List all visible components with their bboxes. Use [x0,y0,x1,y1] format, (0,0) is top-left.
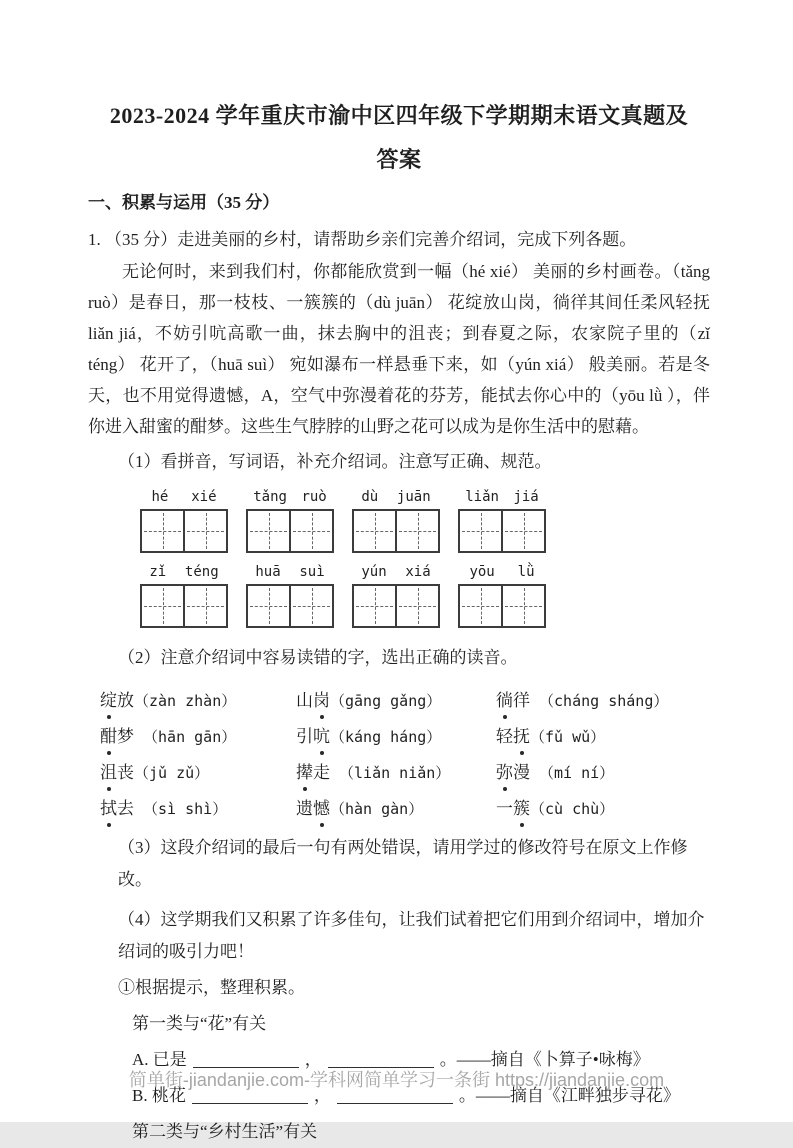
word-writing-group [458,563,546,628]
part4-label: （4）这学期我们又积累了许多佳句，让我们试着把它们用到介绍词中，增加介绍词的吸引力吧！ [118,910,705,961]
part2-label: （2）注意介绍词中容易读错的字，选出正确的读音。 [118,648,518,667]
character: 引 [296,727,313,746]
dotted-character: 弥 [496,760,513,785]
word-with-dotted-char [296,763,330,782]
writing-grid-cell [395,586,438,626]
question-1-intro: 1. （35 分）走进美丽的乡村，请帮助乡亲们完善介绍词，完成下列各题。 [88,230,637,249]
pinyin-syllable: dù [361,489,379,505]
part3-label: （3）这段介绍词的最后一句有两处错误，请用学过的修改符号在原文上作修改。 [118,838,688,889]
word-writing-group [458,488,546,553]
pinyin-label [458,563,546,581]
pronunciation-word-item [296,760,496,786]
pinyin-syllable: yún [361,564,387,580]
pinyin-grid-row [140,488,710,553]
document-title [88,94,710,182]
writing-grid-cell [248,511,289,551]
writing-grid-cell [460,586,501,626]
character: 遗 [296,799,313,818]
word-with-dotted-char [496,763,530,782]
pinyin-syllable: jiá [513,489,539,505]
pinyin-syllable: ruò [301,489,327,505]
pinyin-reading-options: （liǎn niǎn） [330,764,451,782]
word-writing-group [352,563,440,628]
writing-grid-cell [501,511,544,551]
pinyin-reading-options: （sì shì） [134,800,228,818]
character-writing-box [352,509,440,553]
dotted-character: 沮 [100,760,117,785]
pronunciation-word-item [496,760,710,786]
word-writing-group [246,488,334,553]
writing-grid-cell [142,511,183,551]
dotted-character: 岗 [313,688,330,713]
dotted-character: 吭 [313,724,330,749]
category-1-label: 第一类与“花”有关 [132,1014,267,1033]
character: 山 [296,691,313,710]
pinyin-label [140,488,228,506]
word-with-dotted-char [296,799,330,818]
pronunciation-word-item [496,796,710,822]
dotted-character: 徜 [496,688,513,713]
pinyin-label [352,488,440,506]
pinyin-reading-options: （cháng sháng） [530,692,669,710]
pinyin-syllable: huā [255,564,281,580]
writing-grid-cell [354,511,395,551]
pinyin-syllable: hé [151,489,169,505]
writing-grid-cell [289,586,332,626]
dotted-character: 撵 [296,760,313,785]
pinyin-label [352,563,440,581]
word-with-dotted-char [496,727,530,746]
word-writing-group [352,488,440,553]
word-with-dotted-char [100,727,134,746]
writing-grid-cell [395,511,438,551]
pronunciation-word-item [100,724,296,750]
pronunciation-word-item [100,760,296,786]
word-with-dotted-char [296,727,330,746]
character-writing-box [246,584,334,628]
character: 徉 [513,691,530,710]
character: 轻 [496,727,513,746]
pinyin-syllable: tǎng [253,489,287,505]
word-with-dotted-char [496,691,530,710]
pinyin-label [246,488,334,506]
pinyin-syllable: juān [396,489,431,505]
word-with-dotted-char [100,763,134,782]
writing-grid-cell [460,511,501,551]
site-watermark: 简单街-jiandanjie.com-学科网简单学习一条街 https://jiandanjie.com [128,1070,665,1090]
pinyin-syllable: lǜ [517,564,535,580]
writing-grid-cell [289,511,332,551]
category-2-label: 第二类与“乡村生活”有关 [132,1122,318,1141]
dotted-character: 抚 [513,724,530,749]
part1-label: （1）看拼音，写词语，补充介绍词。注意写正确、规范。 [118,452,552,471]
passage-text: 无论何时，来到我们村，你都能欣赏到一幅（hé xié） 美丽的乡村画卷。（tǎng ruò）是春日，那一枝枝、一簇簇的（dù juān） 花绽放山岗，徜徉其间任柔风轻抚 liǎn jiá，不妨引吭高歌一曲，抹去胸中的沮丧；到春夏之际，农家院子里的（zǐ téng） 花开了，（huā suì） 宛如瀑布一样悬垂下来，如（yún xiá） 般美丽。若是冬天，也不用觉得遗憾，A，空气中弥漫着花的芬芳，能拭去你心中的（yōu lǜ ），伴你进入甜蜜的酣梦。这些生气脖脖的山野之花可以成为是你生活中的慰藉。 [88,262,710,436]
pronunciation-word-item [100,796,296,822]
pinyin-label [246,563,334,581]
section-heading: 一、积累与运用（35 分） [88,193,280,212]
pinyin-reading-options: （zàn zhàn） [134,692,237,710]
pinyin-grid-row [140,563,710,628]
pinyin-syllable: téng [184,564,219,580]
writing-grid-cell [354,586,395,626]
pinyin-label [140,563,228,581]
pinyin-reading-options: （mí ní） [530,764,615,782]
word-with-dotted-char [296,691,330,710]
quote-a-source: 。——摘自《卜算子•咏梅》 [439,1050,650,1069]
pronunciation-word-item [496,724,710,750]
character-writing-box [140,509,228,553]
pinyin-reading-options: （gāng gǎng） [330,692,442,710]
document-content [88,94,710,1148]
pinyin-reading-options: （hàn gàn） [330,800,424,818]
pinyin-reading-options: （cù chù） [530,800,615,818]
dotted-character: 簇 [513,796,530,821]
word-writing-group [140,488,228,553]
character-writing-box [352,584,440,628]
character: 放 [117,691,134,710]
pronunciation-word-item [496,688,710,714]
word-writing-group [246,563,334,628]
pinyin-syllable: yōu [469,564,495,580]
quote-b-prefix: B. 桃花 [132,1086,186,1105]
writing-grid-cell [183,511,226,551]
dotted-character: 绽 [100,688,117,713]
writing-grid-cell [248,586,289,626]
writing-grid-cell [501,586,544,626]
word-with-dotted-char [100,799,134,818]
pinyin-reading-options: （káng háng） [330,728,442,746]
character: 走 [313,763,330,782]
part4-sub1: ①根据提示，整理积累。 [118,978,305,997]
character: 丧 [117,763,134,782]
writing-grid-cell [142,586,183,626]
pinyin-syllable: xiá [405,564,431,580]
dotted-character: 憾 [313,796,330,821]
quote-a-separator: ， [304,1050,322,1069]
pronunciation-word-item [100,688,296,714]
character-writing-box [458,584,546,628]
character-writing-box [458,509,546,553]
character: 漫 [513,763,530,782]
writing-grid-cell [183,586,226,626]
pinyin-syllable: liǎn [465,489,499,505]
word-with-dotted-char [496,799,530,818]
document-title-line1: 2023-2024 学年重庆市渝中区四年级下学期期末语文真题及 [109,103,689,128]
character: 梦 [117,727,134,746]
pinyin-reading-options: （fǔ wǔ） [530,728,606,746]
word-writing-group [140,563,228,628]
pinyin-reading-options: （hān gān） [134,728,237,746]
dotted-character: 拭 [100,796,117,821]
dotted-character: 酣 [100,724,117,749]
pronunciation-word-item [296,688,496,714]
pinyin-syllable: xié [191,489,217,505]
character: 一 [496,799,513,818]
quote-a-prefix: A. 已是 [132,1050,187,1069]
quote-b-source: 。——摘自《江畔独步寻花》 [458,1086,680,1105]
pinyin-syllable: suì [299,564,325,580]
quote-b-separator: ， [313,1086,331,1105]
pinyin-syllable: zǐ [149,564,167,580]
pronunciation-word-item [296,724,496,750]
character: 去 [117,799,134,818]
pronunciation-word-item [296,796,496,822]
character-writing-box [246,509,334,553]
pinyin-label [458,488,546,506]
pronunciation-choice-list [100,688,710,822]
word-with-dotted-char [100,691,134,710]
pinyin-reading-options: （jǔ zǔ） [134,764,210,782]
character-writing-box [140,584,228,628]
document-title-line2: 答案 [376,147,422,172]
pinyin-writing-grids [140,488,710,628]
